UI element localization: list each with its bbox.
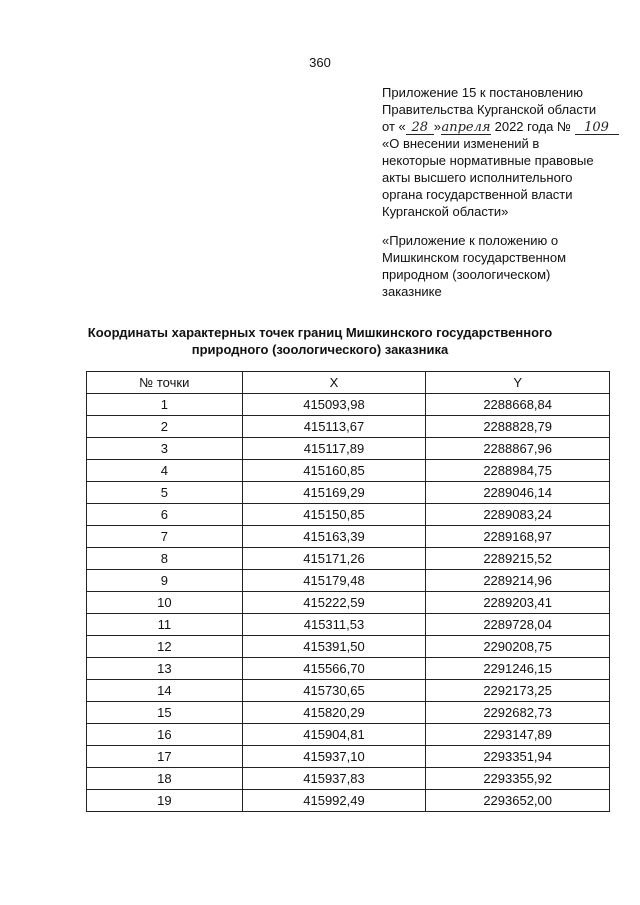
table-header-row [87, 372, 610, 394]
appendix-line-4: «О внесении изменений в [382, 136, 540, 151]
cell-x: 415391,50 [242, 636, 426, 658]
cell-point-number: 8 [87, 548, 243, 570]
cell-y: 2293351,94 [426, 746, 610, 768]
cell-y: 2292173,25 [426, 680, 610, 702]
reference-block [382, 232, 632, 300]
cell-point-number: 19 [87, 790, 243, 812]
cell-x: 415566,70 [242, 658, 426, 680]
cell-point-number: 16 [87, 724, 243, 746]
cell-x: 415117,89 [242, 438, 426, 460]
table-row [87, 746, 610, 768]
table-row [87, 548, 610, 570]
cell-x: 415992,49 [242, 790, 426, 812]
cell-x: 415311,53 [242, 614, 426, 636]
cell-x: 415730,65 [242, 680, 426, 702]
cell-x: 415937,10 [242, 746, 426, 768]
table-row [87, 636, 610, 658]
table-row [87, 790, 610, 812]
page-number: 360 [309, 55, 331, 70]
appendix-line-8: Курганской области» [382, 204, 509, 219]
cell-x: 415169,29 [242, 482, 426, 504]
cell-y: 2292682,73 [426, 702, 610, 724]
cell-point-number: 3 [87, 438, 243, 460]
cell-point-number: 14 [87, 680, 243, 702]
appendix-date-mid: » [433, 119, 441, 134]
cell-point-number: 17 [87, 746, 243, 768]
cell-x: 415904,81 [242, 724, 426, 746]
cell-y: 2288984,75 [426, 460, 610, 482]
appendix-date-line [382, 118, 632, 135]
table-row [87, 702, 610, 724]
cell-x: 415163,39 [242, 526, 426, 548]
reference-line-4: заказнике [382, 284, 442, 299]
cell-y: 2291246,15 [426, 658, 610, 680]
coordinates-table [86, 371, 610, 812]
cell-point-number: 9 [87, 570, 243, 592]
cell-y: 2289168,97 [426, 526, 610, 548]
title-line-1: Координаты характерных точек границ Мишкинского государственного [87, 325, 553, 340]
handwritten-doc-number: 109 [575, 121, 619, 135]
cell-point-number: 12 [87, 636, 243, 658]
cell-x: 415820,29 [242, 702, 426, 724]
cell-point-number: 4 [87, 460, 243, 482]
cell-x: 415937,83 [242, 768, 426, 790]
header-x: X [242, 372, 426, 394]
cell-x: 415093,98 [242, 394, 426, 416]
table-row [87, 570, 610, 592]
cell-point-number: 18 [87, 768, 243, 790]
table-row [87, 614, 610, 636]
cell-y: 2288867,96 [426, 438, 610, 460]
table-row [87, 394, 610, 416]
cell-x: 415171,26 [242, 548, 426, 570]
cell-y: 2293147,89 [426, 724, 610, 746]
table-row [87, 658, 610, 680]
cell-point-number: 13 [87, 658, 243, 680]
handwritten-day: 28 [406, 121, 434, 135]
cell-x: 415113,67 [242, 416, 426, 438]
handwritten-month: апреля [441, 120, 491, 135]
cell-y: 2289214,96 [426, 570, 610, 592]
appendix-line-6: акты высшего исполнительного [382, 170, 573, 185]
reference-line-1: «Приложение к положению о [382, 233, 559, 248]
appendix-block [382, 84, 632, 220]
appendix-line-2: Правительства Курганской области [382, 102, 597, 117]
cell-point-number: 5 [87, 482, 243, 504]
cell-y: 2289203,41 [426, 592, 610, 614]
cell-y: 2289083,24 [426, 504, 610, 526]
table-row [87, 416, 610, 438]
table-row [87, 768, 610, 790]
cell-y: 2289215,52 [426, 548, 610, 570]
table-body [87, 394, 610, 812]
table-row [87, 438, 610, 460]
table-row [87, 482, 610, 504]
cell-point-number: 10 [87, 592, 243, 614]
table-row [87, 680, 610, 702]
cell-x: 415150,85 [242, 504, 426, 526]
cell-point-number: 7 [87, 526, 243, 548]
cell-y: 2293652,00 [426, 790, 610, 812]
document-title [60, 324, 580, 358]
cell-y: 2288668,84 [426, 394, 610, 416]
cell-point-number: 2 [87, 416, 243, 438]
appendix-line-5: некоторые нормативные правовые [382, 153, 594, 168]
cell-point-number: 11 [87, 614, 243, 636]
cell-y: 2288828,79 [426, 416, 610, 438]
table-row [87, 460, 610, 482]
reference-line-2: Мишкинском государственном [382, 250, 567, 265]
table-row [87, 504, 610, 526]
cell-x: 415160,85 [242, 460, 426, 482]
cell-point-number: 1 [87, 394, 243, 416]
appendix-line-1: Приложение 15 к постановлению [382, 85, 584, 100]
header-point-number: № точки [87, 372, 243, 394]
cell-point-number: 15 [87, 702, 243, 724]
cell-x: 415179,48 [242, 570, 426, 592]
table-row [87, 724, 610, 746]
header-y: Y [426, 372, 610, 394]
cell-y: 2290208,75 [426, 636, 610, 658]
appendix-date-year: 2022 года № [494, 119, 571, 134]
title-line-2: природного (зоологического) заказника [191, 342, 449, 357]
appendix-line-7: органа государственной власти [382, 187, 573, 202]
cell-x: 415222,59 [242, 592, 426, 614]
appendix-date-prefix: от « [382, 119, 406, 134]
reference-line-3: природном (зоологическом) [382, 267, 551, 282]
cell-y: 2289728,04 [426, 614, 610, 636]
table-row [87, 526, 610, 548]
table-row [87, 592, 610, 614]
cell-y: 2289046,14 [426, 482, 610, 504]
cell-point-number: 6 [87, 504, 243, 526]
cell-y: 2293355,92 [426, 768, 610, 790]
